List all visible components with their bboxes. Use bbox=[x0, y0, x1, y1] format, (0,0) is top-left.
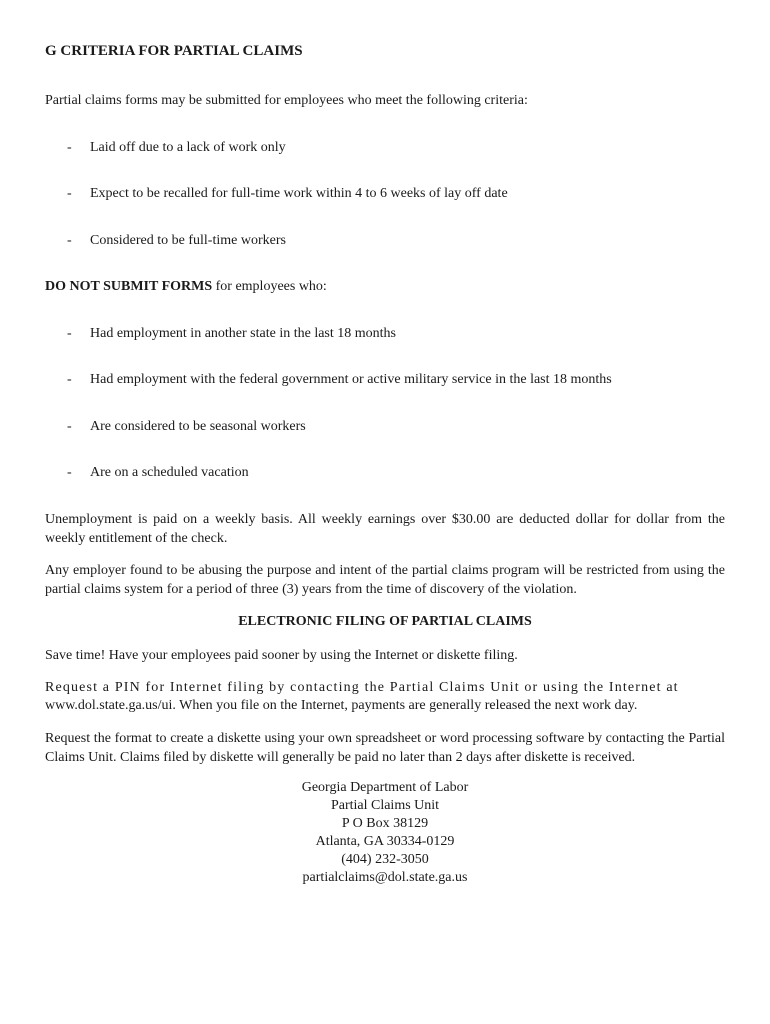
exclusion-item: Are considered to be seasonal workers bbox=[90, 419, 306, 434]
exclusion-item: Are on a scheduled vacation bbox=[90, 465, 249, 480]
address-city: Atlanta, GA 30334-0129 bbox=[315, 834, 455, 849]
do-not-submit-rest: for employees who: bbox=[212, 279, 327, 294]
bullet-marker: - bbox=[67, 465, 72, 480]
address-org: Georgia Department of Labor bbox=[301, 780, 469, 795]
unemployment-paragraph: Unemployment is paid on a weekly basis. All weekly earnings over $30.00 are deducted dollar for dollar from the weekly entitlement of the check. bbox=[45, 512, 725, 546]
criteria-item: Expect to be recalled for full-time work within 4 to 6 weeks of lay off date bbox=[90, 186, 508, 201]
pin-request-line1: Request a PIN for Internet filing by contacting the Partial Claims Unit or using the Internet at bbox=[45, 680, 679, 695]
save-time-text: Save time! Have your employees paid sooner by using the Internet or diskette filing. bbox=[45, 648, 518, 663]
abuse-paragraph: Any employer found to be abusing the purpose and intent of the partial claims program will be restricted from using the partial claims system for a period of three (3) years from the time of discovery of the violation. bbox=[45, 563, 725, 597]
do-not-submit-heading bbox=[45, 277, 327, 296]
intro-text: Partial claims forms may be submitted for employees who meet the following criteria: bbox=[45, 93, 528, 108]
bullet-marker: - bbox=[67, 326, 72, 341]
bullet-marker: - bbox=[67, 372, 72, 387]
bullet-marker: - bbox=[67, 140, 72, 155]
bullet-marker: - bbox=[67, 186, 72, 201]
address-email: partialclaims@dol.state.ga.us bbox=[302, 870, 468, 885]
address-phone: (404) 232-3050 bbox=[341, 852, 429, 867]
address-box: P O Box 38129 bbox=[341, 816, 429, 831]
do-not-submit-bold: DO NOT SUBMIT FORMS bbox=[45, 279, 213, 294]
diskette-paragraph: Request the format to create a diskette using your own spreadsheet or word processing software by contacting the Partial Claims Unit. Claims filed by diskette will generally be paid no later than 2 days after diskette is received. bbox=[45, 731, 725, 765]
bullet-marker: - bbox=[67, 233, 72, 248]
pin-request-line2: www.dol.state.ga.us/ui. When you file on the Internet, payments are generally released the next work day. bbox=[45, 698, 638, 713]
contact-address bbox=[0, 779, 770, 887]
bullet-marker: - bbox=[67, 419, 72, 434]
criteria-item: Laid off due to a lack of work only bbox=[90, 140, 286, 155]
exclusion-item: Had employment in another state in the last 18 months bbox=[90, 326, 396, 341]
exclusion-item: Had employment with the federal government or active military service in the last 18 months bbox=[90, 372, 612, 387]
page-title: G CRITERIA FOR PARTIAL CLAIMS bbox=[45, 43, 303, 59]
address-unit: Partial Claims Unit bbox=[330, 798, 440, 813]
electronic-filing-heading: ELECTRONIC FILING OF PARTIAL CLAIMS bbox=[238, 614, 532, 629]
criteria-item: Considered to be full-time workers bbox=[90, 233, 286, 248]
